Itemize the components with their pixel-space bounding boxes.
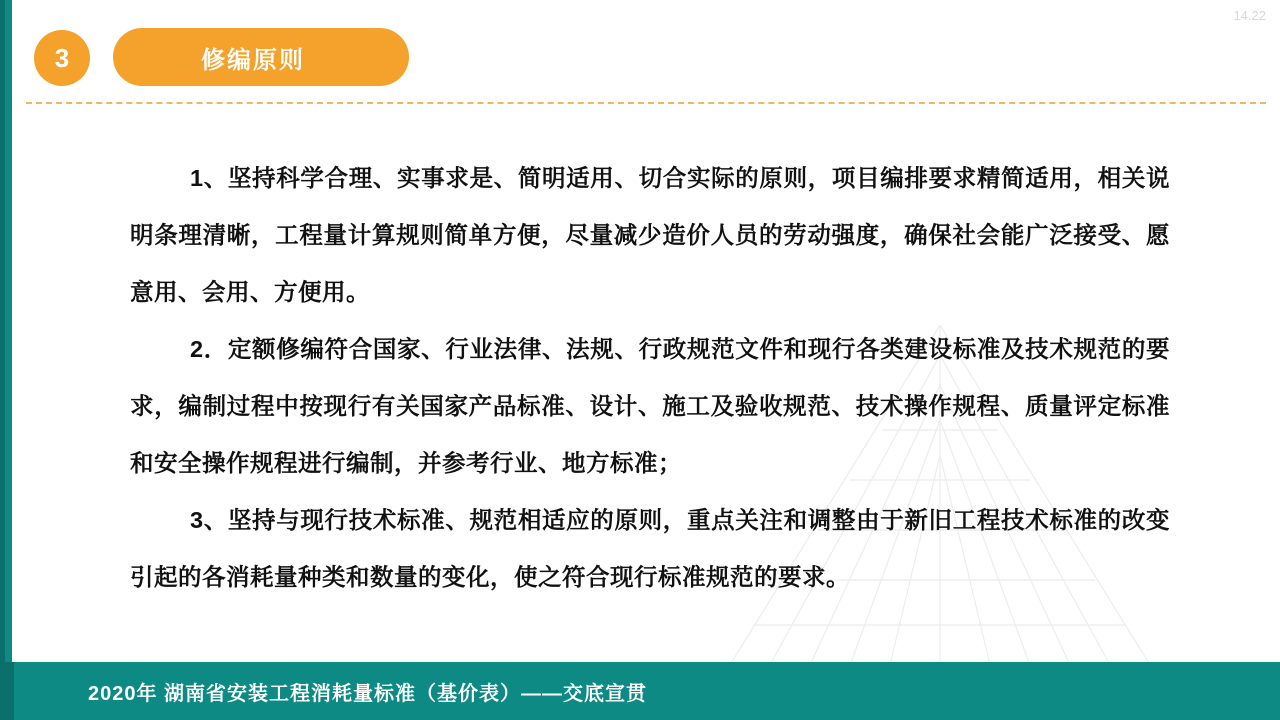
page-title: 修编原则 <box>201 46 305 74</box>
section-number-badge: 3 <box>34 30 90 86</box>
footer-accent-bar <box>0 662 14 720</box>
header-divider <box>26 102 1266 104</box>
slide-body <box>130 150 1170 606</box>
body-paragraph-2: 2．定额修编符合国家、行业法律、法规、行政规范文件和现行各类建设标准及技术规范的要求，编制过程中按现行有关国家产品标准、设计、施工及验收规范、技术操作规程、质量评定标准和安全操作规程进行编制，并参考行业、地方标准； <box>130 336 1170 476</box>
slide-footer <box>0 662 1280 720</box>
section-title-pill <box>113 28 409 86</box>
body-paragraph-3: 3、坚持与现行技术标准、规范相适应的原则，重点关注和调整由于新旧工程技术标准的改变引起的各消耗量种类和数量的变化，使之符合现行标准规范的要求。 <box>130 507 1170 590</box>
body-paragraph-1: 1、坚持科学合理、实事求是、简明适用、切合实际的原则，项目编排要求精简适用，相关说明条理清晰，工程量计算规则简单方便，尽量减少造价人员的劳动强度，确保社会能广泛接受、愿意用、会用、方便用。 <box>130 165 1170 305</box>
page-number: 14.22 <box>1233 8 1266 23</box>
slide-header <box>0 0 1280 105</box>
footer-label: 2020年 湖南省安装工程消耗量标准（基价表）——交底宣贯 <box>88 682 648 705</box>
left-teal-bar-dark <box>0 0 5 720</box>
